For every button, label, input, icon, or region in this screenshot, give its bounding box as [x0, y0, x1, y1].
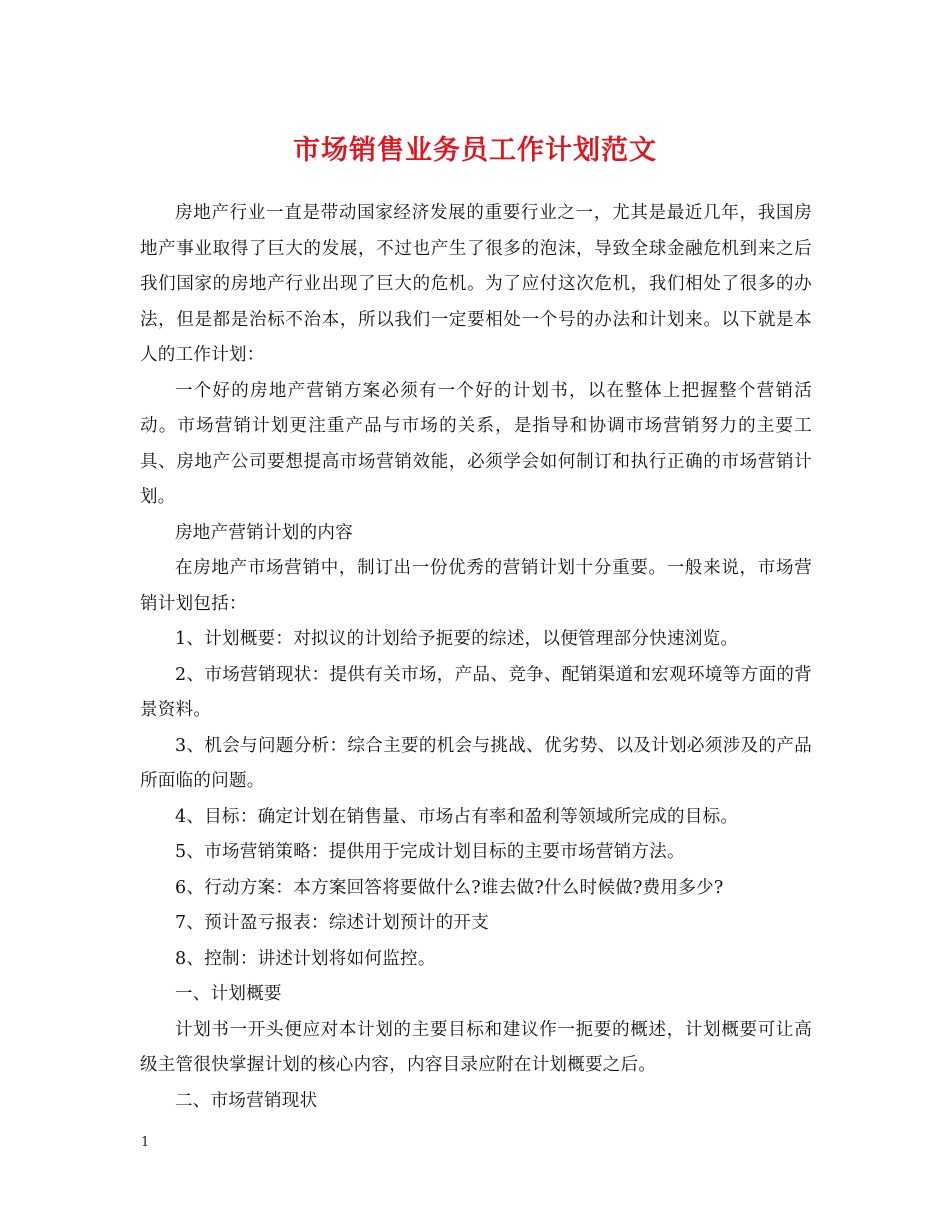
page-number: 1 [141, 1135, 150, 1150]
list-item: 2、市场营销现状：提供有关市场，产品、竞争、配销渠道和宏观环境等方面的背景资料。 [140, 664, 812, 720]
list-item: 1、计划概要：对拟议的计划给予扼要的综述，以便管理部分快速浏览。 [175, 629, 739, 649]
list-item: 3、机会与问题分析：综合主要的机会与挑战、优劣势、以及计划必须涉及的产品所面临的问题。 [140, 735, 812, 791]
paragraph: 房地产行业一直是带动国家经济发展的重要行业之一，尤其是最近几年，我国房地产事业取得了巨大的发展，不过也产生了很多的泡沫，导致全球金融危机到来之后我们国家的房地产行业出现了巨大的危机。为了应付这次危机，我们相处了很多的办法，但是都是治标不治本，所以我们一定要相处一个号的办法和计划来。以下就是本人的工作计划： [140, 203, 812, 365]
list-item: 4、目标：确定计划在销售量、市场占有率和盈利等领域所完成的目标。 [175, 806, 739, 827]
list-item: 6、行动方案：本方案回答将要做什么?谁去做?什么时候做?费用多少? [175, 877, 724, 898]
list-item: 7、预计盈亏报表：综述计划预计的开支 [175, 913, 490, 933]
list-item: 5、市场营销策略：提供用于完成计划目标的主要市场营销方法。 [175, 842, 685, 862]
paragraph: 一个好的房地产营销方案必须有一个好的计划书，以在整体上把握整个营销活动。市场营销计划更注重产品与市场的关系，是指导和协调市场营销努力的主要工具、房地产公司要想提高市场营销效能，必须学会如何制订和执行正确的市场营销计划。 [140, 380, 812, 507]
paragraph: 计划书一开头便应对本计划的主要目标和建议作一扼要的概述，计划概要可让高级主管很快掌握计划的核心内容，内容目录应附在计划概要之后。 [140, 1019, 812, 1075]
section-heading: 一、计划概要 [175, 984, 282, 1004]
document-body [140, 196, 812, 1119]
section-heading: 房地产营销计划的内容 [175, 522, 353, 543]
document-title: 市场销售业务员工作计划范文 [293, 135, 657, 166]
section-heading: 二、市场营销现状 [175, 1090, 318, 1111]
list-item: 8、控制：讲述计划将如何监控。 [175, 948, 436, 969]
paragraph: 在房地产市场营销中，制订出一份优秀的营销计划十分重要。一般来说，市场营销计划包括： [140, 558, 812, 614]
